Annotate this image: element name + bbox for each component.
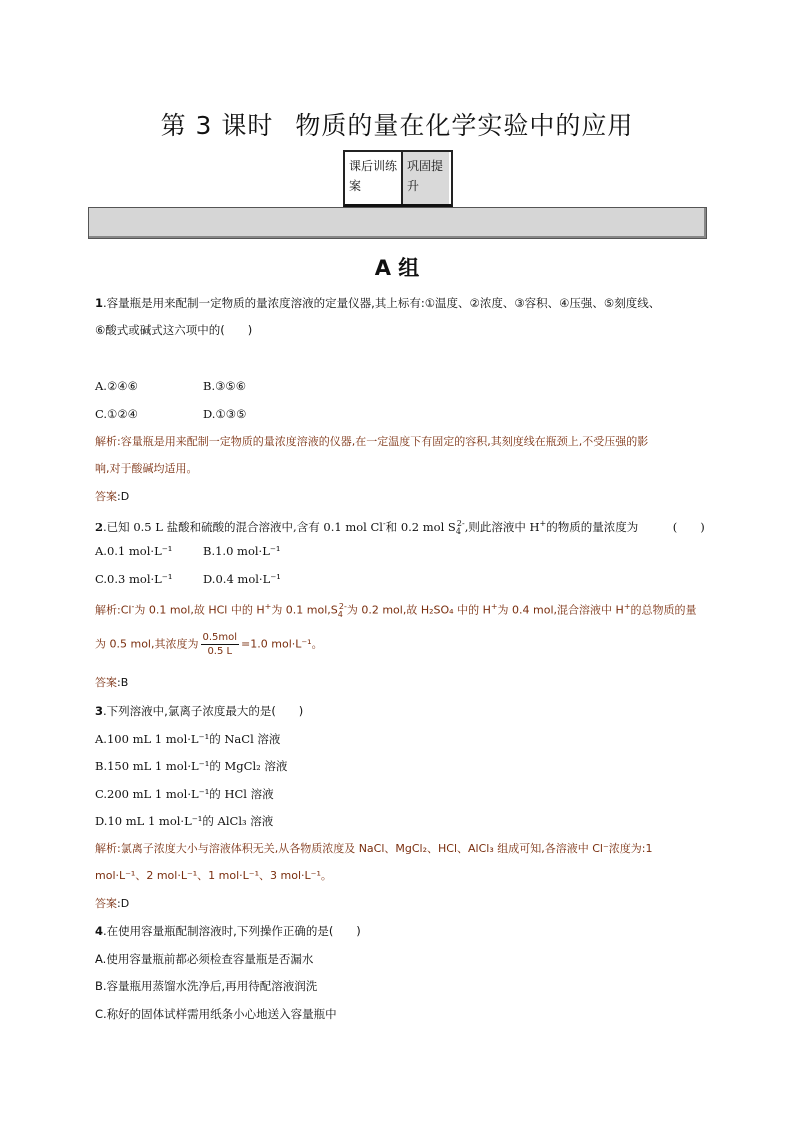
q1-expl-label: 解析 (95, 435, 117, 448)
q2-explanation1: 解析:Cl-为 0.1 mol,故 HCl 中的 H+为 0.1 $mol,S_4^{2-}$为 0.2 mol,故 H₂SO₄ 中的 H+为 0.4 mol,混合溶液中 H+的总物质的量 (95, 602, 697, 619)
q4-line1 (95, 923, 361, 939)
q3-option-b: B.150 mL 1 mol·L⁻¹的 MgCl₂ 溶液 (95, 759, 288, 773)
q2-option-a: A.0.1 mol·L⁻¹ (95, 544, 173, 558)
q4-option-a: A.使用容量瓶前都必须检查容量瓶是否漏水 (95, 952, 314, 966)
q2-expl-f: 的总物质的量 (630, 603, 697, 617)
q3-ans-label: 答案 (95, 897, 117, 910)
q2-explanation2 (95, 631, 323, 658)
section-badge (343, 150, 453, 207)
title-topic: 物质的量在化学实验中的应用 (295, 111, 634, 140)
q1-ans-label: 答案 (95, 490, 117, 503)
q1-option-c: C.①②④ (95, 407, 138, 421)
q2-ans-value: :B (117, 676, 129, 689)
q2-number: 2 (95, 519, 104, 534)
q2-expl-label: 解析 (95, 603, 117, 617)
q3-ans-value: :D (117, 897, 130, 910)
q1-answer (95, 489, 129, 505)
q4-number: 4 (95, 924, 104, 938)
q4-option-c: C.称好的固体试样需用纸条小心地送入容量瓶中 (95, 1007, 337, 1021)
q2-text-b: 和 0.2 mol S (385, 519, 456, 534)
q2-option-b: B.1.0 mol·L⁻¹ (203, 544, 281, 558)
q3-option-d: D.10 mL 1 mol·L⁻¹的 AlCl₃ 溶液 (95, 814, 274, 828)
q2-fraction (201, 631, 240, 658)
badge-left: 课后训练案 (345, 152, 403, 204)
q4-text: .在使用容量瓶配制溶液时,下列操作正确的是( ) (103, 924, 361, 938)
q3-option-c: C.200 mL 1 mol·L⁻¹的 HCl 溶液 (95, 787, 274, 801)
q2-option-d: D.0.4 mol·L⁻¹ (203, 572, 281, 586)
q3-option-a: A.100 mL 1 mol·L⁻¹的 NaCl 溶液 (95, 732, 281, 746)
q2-expl2-a: 为 0.5 mol,其浓度为 (95, 637, 199, 651)
q3-expl-label: 解析 (95, 842, 117, 855)
q1-options-ab (95, 378, 247, 394)
q3-number: 3 (95, 704, 104, 718)
q2-options-cd (95, 571, 281, 587)
q2-frac-top: 0.5mol (202, 632, 238, 643)
q3-explanation2: mol·L⁻¹、2 mol·L⁻¹、1 mol·L⁻¹、3 mol·L⁻¹。 (95, 869, 332, 882)
q2-options-ab (95, 543, 281, 559)
q2-text-c: ,则此溶液中 H (464, 519, 540, 534)
q1-explanation1 (95, 434, 648, 450)
q1-text1: .容量瓶是用来配制一定物质的量浓度溶液的定量仪器,其上标有:①温度、②浓度、③容积、④压强、⑤刻度线、 (103, 296, 661, 310)
q3-answer (95, 896, 129, 912)
q1-line1 (95, 295, 660, 311)
title-lesson: 第 3 课时 (160, 111, 274, 140)
q1-option-d: D.①③⑤ (203, 407, 247, 421)
badge-right: 巩固提升 (403, 152, 449, 204)
q4-option-b: B.容量瓶用蒸馏水洗净后,再用待配溶液润洗 (95, 979, 318, 993)
q1-ans-value: :D (117, 490, 130, 503)
q1-option-a: A.②④⑥ (95, 379, 138, 393)
q2-ans-label: 答案 (95, 676, 117, 689)
q1-expl-text1: :容量瓶是用来配制一定物质的量浓度溶液的仪器,在一定温度下有固定的容积,其刻度线在瓶颈上,不受压强的影 (117, 435, 649, 448)
q2-expl-e: 为 0.4 mol,混合溶液中 H (497, 603, 624, 617)
q2-expl2-b: =1.0 mol·L⁻¹。 (241, 637, 323, 651)
q2-expl-a: :Cl (117, 603, 132, 617)
q1-number: 1 (95, 296, 104, 310)
q2-expl-b: 为 0.1 mol,故 HCl 中的 H (134, 603, 265, 617)
q2-text-a: .已知 0.5 L 盐酸和硫酸的混合溶液中,含有 0.1 mol Cl (103, 519, 383, 534)
q3-expl-text1: :氯离子浓度大小与溶液体积无关,从各物质浓度及 NaCl、MgCl₂、HCl、AlCl₃ 组成可知,各溶液中 Cl⁻浓度为:1 (117, 842, 653, 855)
q2-expl-d: 为 0.2 mol,故 H₂SO₄ 中的 H (346, 603, 491, 617)
q2-answer (95, 675, 128, 691)
q2-option-c: C.0.3 mol·L⁻¹ (95, 572, 173, 586)
q2-line1: 2.已知 0.5 L 盐酸和硫酸的混合溶液中,含有 0.1 mol Cl-和 0.2 mol $S_4^{2-}$,则此溶液中 H+的物质的量浓度为 ( ) (95, 519, 705, 537)
q1-options-cd (95, 406, 247, 422)
group-title: A 组 (374, 256, 420, 280)
q2-frac-bottom: 0.5 L (207, 646, 233, 657)
q2-expl-c: 为 0.1 mol,S (271, 603, 338, 617)
q1-explanation2: 响,对于酸碱均适用。 (95, 462, 198, 475)
q1-option-b: B.③⑤⑥ (203, 379, 247, 393)
q3-text: .下列溶液中,氯离子浓度最大的是( ) (103, 704, 304, 718)
section-bar (88, 207, 707, 239)
q2-text-d: 的物质的量浓度为 ( ) (546, 519, 705, 534)
q3-explanation1 (95, 841, 653, 857)
page-title (0, 106, 794, 142)
q1-line2: ⑥酸式或碱式这六项中的( ) (95, 323, 253, 337)
q3-line1 (95, 703, 303, 719)
